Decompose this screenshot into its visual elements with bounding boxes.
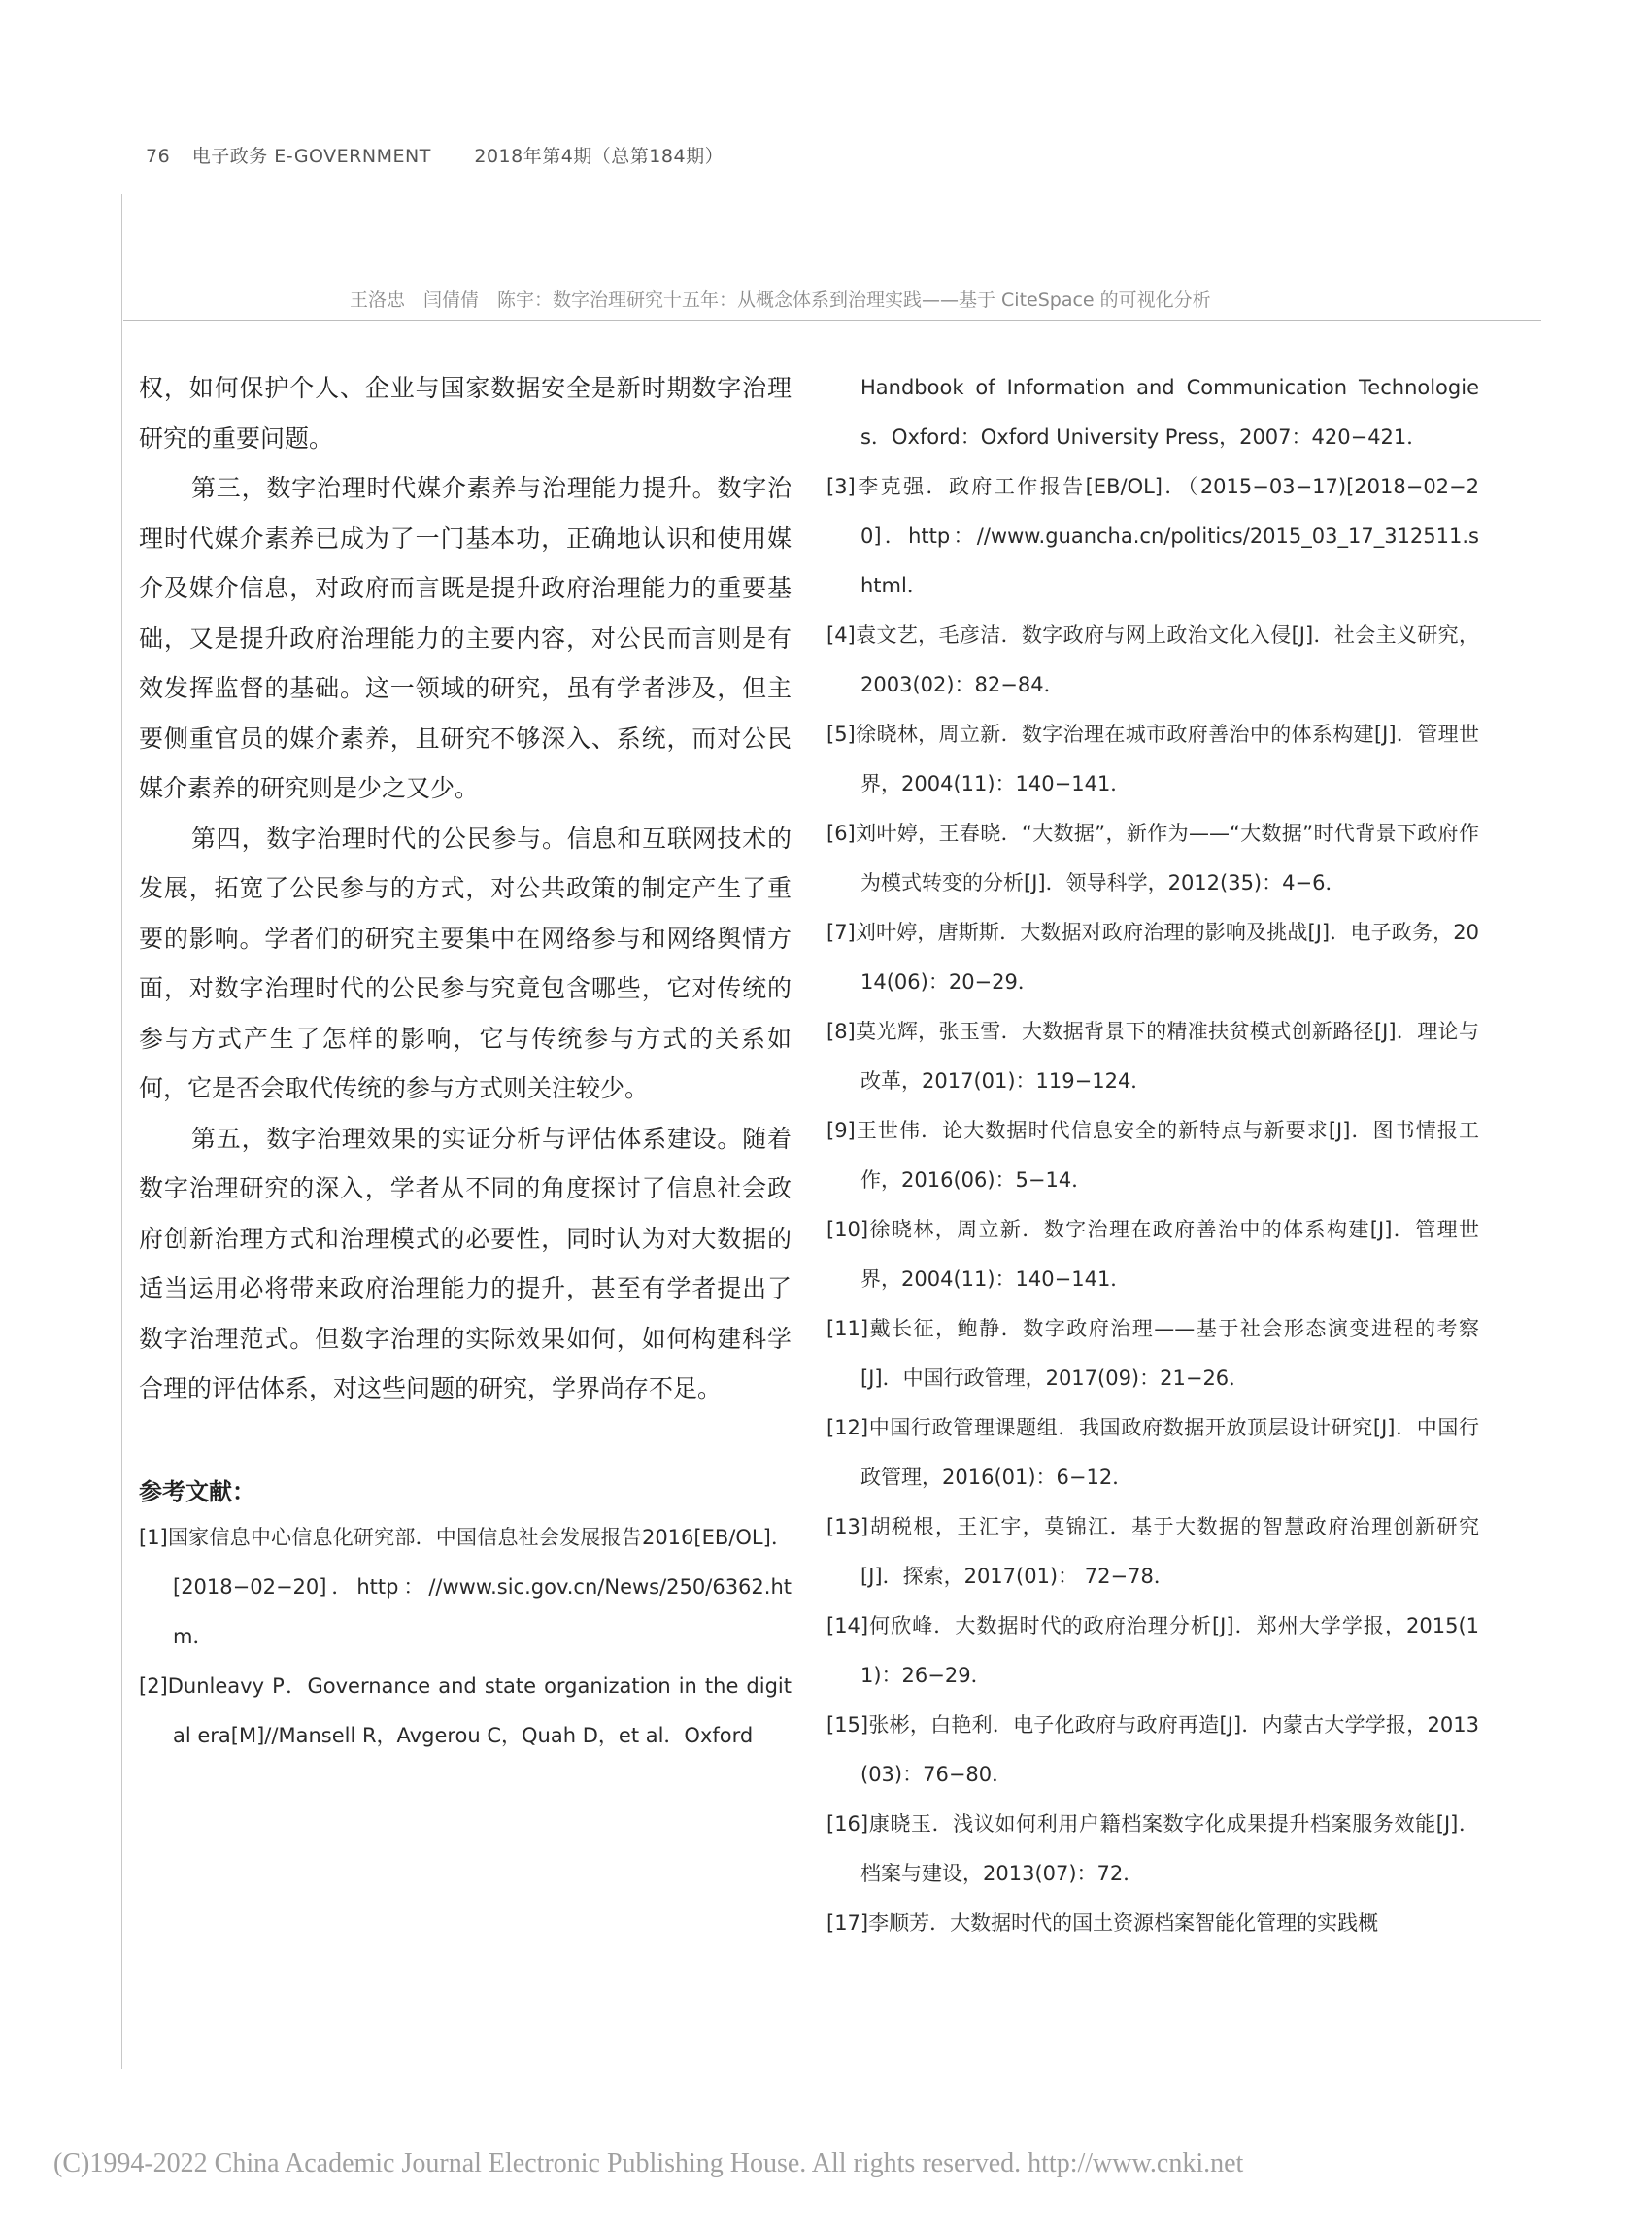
reference-item: [3]李克强．政府工作报告[EB/OL]．（2015−03−17)[2018−02−20]．http：//www.guancha.cn/politics/2015_03_17_312511.shtml． (826, 475, 1479, 597)
running-header (146, 142, 724, 168)
reference-item: [11]戴长征，鲍静．数字政府治理——基于社会形态演变进程的考察[J]．中国行政管理，2017(09)：21−26． (826, 1317, 1479, 1390)
issue-info: 2018年第4期（总第184期） (474, 146, 725, 167)
reference-item: [10]徐晓林，周立新．数字治理在政府善治中的体系构建[J]．管理世界，2004(11)：140−141． (826, 1218, 1479, 1291)
left-margin-rule (121, 194, 122, 2069)
body-paragraph: 权，如何保护个人、企业与国家数据安全是新时期数字治理研究的重要问题。 (139, 374, 792, 453)
reference-item: [6]刘叶婷，王春晓．“大数据”，新作为——“大数据”时代背景下政府作为模式转变的分析[J]．领导科学，2012(35)：4−6． (826, 822, 1479, 894)
reference-item: [7]刘叶婷，唐斯斯．大数据对政府治理的影响及挑战[J]．电子政务，2014(06)：20−29． (826, 921, 1479, 994)
reference-item: [15]张彬，白艳利．电子化政府与政府再造[J]．内蒙古大学学报，2013(03)：76−80． (826, 1713, 1479, 1786)
reference-item: [9]王世伟．论大数据时代信息安全的新特点与新要求[J]．图书情报工作，2016(06)：5−14． (826, 1119, 1479, 1192)
reference-item: [17]李顺芳．大数据时代的国土资源档案智能化管理的实践概 (826, 1911, 1379, 1935)
reference-item: [12]中国行政管理课题组．我国政府数据开放顶层设计研究[J]．中国行政管理，2016(01)：6−12． (826, 1416, 1479, 1489)
journal-name: 电子政务 E-GOVERNMENT (191, 146, 431, 167)
reference-item: [5]徐晓林，周立新．数字治理在城市政府善治中的体系构建[J]．管理世界，2004(11)：140−141． (826, 723, 1479, 795)
reference-item: [4]袁文艺，毛彦洁．数字政府与网上政治文化入侵[J]．社会主义研究，2003(02)：82−84． (826, 624, 1479, 696)
reference-item: [13]胡税根，王汇宇，莫锦江．基于大数据的智慧政府治理创新研究[J]．探索，2017(01)： 72−78． (826, 1515, 1479, 1588)
body-paragraph: 第四，数字治理时代的公民参与。信息和互联网技术的发展，拓宽了公民参与的方式，对公共政策的制定产生了重要的影响。学者们的研究主要集中在网络参与和网络舆情方面，对数字治理时代的公民参与究竟包含哪些，它对传统的参与方式产生了怎样的影响，它与传统参与方式的关系如何，它是否会取代传统的参与方式则关注较少。 (139, 824, 792, 1102)
copyright-footer: (C)1994-2022 China Academic Journal Electronic Publishing House. All rights reserved. http://www.cnki.net (53, 2148, 1244, 2178)
body-paragraph: 第五，数字治理效果的实证分析与评估体系建设。随着数字治理研究的深入，学者从不同的角度探讨了信息社会政府创新治理方式和治理模式的必要性，同时认为对大数据的适当运用必将带来政府治理能力的提升，甚至有学者提出了数字治理范式。但数字治理的实际效果如何，如何构建科学合理的评估体系，对这些问题的研究，学界尚存不足。 (139, 1124, 792, 1402)
article-running-title: 王洛忠 闫倩倩 陈宇：数字治理研究十五年：从概念体系到治理实践——基于 CiteSpace 的可视化分析 (350, 289, 1211, 311)
right-column (826, 363, 1479, 1948)
reference-item: [16]康晓玉．浅议如何利用户籍档案数字化成果提升档案服务效能[J]．档案与建设，2013(07)：72． (826, 1812, 1479, 1885)
reference-continuation: Handbook of Information and Communication Technologies．Oxford：Oxford University Press，2007：420−421． (860, 376, 1479, 449)
left-column (139, 363, 792, 1761)
reference-item: [14]何欣峰．大数据时代的政府治理分析[J]．郑州大学学报，2015(11)：26−29． (826, 1614, 1479, 1687)
page-number: 76 (146, 146, 171, 167)
reference-item: [1]国家信息中心信息化研究部．中国信息社会发展报告2016[EB/OL]．[2018−02−20]．http：//www.sic.gov.cn/News/250/6362.htm． (139, 1525, 792, 1648)
body-paragraph: 第三，数字治理时代媒介素养与治理能力提升。数字治理时代媒介素养已成为了一门基本功，正确地认识和使用媒介及媒介信息，对政府而言既是提升政府治理能力的重要基础，又是提升政府治理能力的主要内容，对公民而言则是有效发挥监督的基础。这一领域的研究，虽有学者涉及，但主要侧重官员的媒介素养，且研究不够深入、系统，而对公民媒介素养的研究则是少之又少。 (139, 474, 792, 802)
reference-item: [8]莫光辉，张玉雪．大数据背景下的精准扶贫模式创新路径[J]．理论与改革，2017(01)：119−124． (826, 1020, 1479, 1093)
header-rule (123, 320, 1541, 321)
reference-item: [2]Dunleavy P．Governance and state organization in the digital era[M]//Mansell R，Avgerou C，Quah D，et al．Oxford (139, 1673, 792, 1747)
references-heading: 参考文献： (139, 1477, 255, 1505)
